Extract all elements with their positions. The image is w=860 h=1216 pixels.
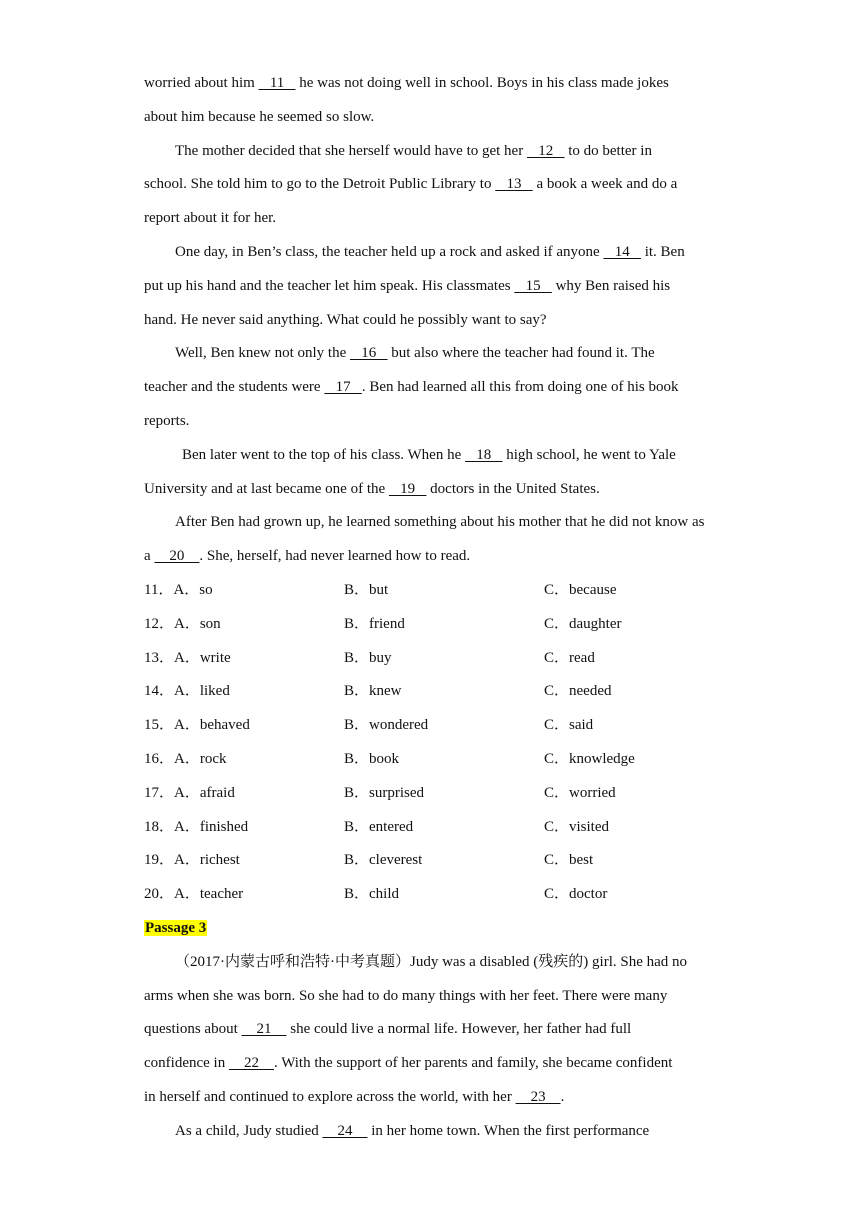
option-15-c: C．said bbox=[544, 717, 594, 733]
option-18-a: 18．A．finished bbox=[144, 819, 249, 835]
blank-19: 19 bbox=[388, 481, 427, 497]
option-19-b: B．cleverest bbox=[344, 852, 423, 868]
text-line: confidence in 22 . With the support of her parents and family, she became confident bbox=[144, 1055, 673, 1071]
option-15-b: B．wondered bbox=[344, 717, 429, 733]
option-19-a: 19．A．richest bbox=[144, 852, 240, 868]
text-line: reports. bbox=[144, 413, 190, 429]
text-line: University and at last became one of the 19 doctors in the United States. bbox=[144, 481, 600, 497]
text-line: As a child, Judy studied 24 in her home town. When the first performance bbox=[175, 1123, 650, 1139]
text-line: After Ben had grown up, he learned something about his mother that he did not know as bbox=[175, 514, 705, 530]
option-12-c: C．daughter bbox=[544, 616, 622, 632]
option-12-b: B．friend bbox=[344, 616, 405, 632]
text-line: about him because he seemed so slow. bbox=[144, 109, 375, 125]
passage-heading: Passage 3 bbox=[145, 920, 207, 936]
text-line: a 20 . She, herself, had never learned how to read. bbox=[144, 548, 471, 564]
blank-20: 20 bbox=[154, 548, 200, 564]
blank-15: 15 bbox=[514, 278, 552, 294]
text-line: worried about him 11 he was not doing well in school. Boys in his class made jokes bbox=[144, 75, 669, 91]
option-18-b: B．entered bbox=[344, 819, 414, 835]
option-16-a: 16．A．rock bbox=[144, 751, 227, 767]
option-11-a: 11．A．so bbox=[144, 582, 213, 598]
text-line: hand. He never said anything. What could he possibly want to say? bbox=[144, 312, 547, 328]
option-18-c: C．visited bbox=[544, 819, 610, 835]
option-12-a: 12．A．son bbox=[144, 616, 221, 632]
option-16-c: C．knowledge bbox=[544, 751, 635, 767]
option-13-c: C．read bbox=[544, 650, 595, 666]
text-line: teacher and the students were 17 . Ben had learned all this from doing one of his book bbox=[144, 379, 679, 395]
blank-17: 17 bbox=[324, 379, 362, 395]
option-17-c: C．worried bbox=[544, 785, 616, 801]
text-line: in herself and continued to explore across the world, with her 23 . bbox=[144, 1089, 565, 1105]
blank-16: 16 bbox=[350, 345, 388, 361]
option-16-b: B．book bbox=[344, 751, 400, 767]
text-line: Ben later went to the top of his class. When he 18 high school, he went to Yale bbox=[182, 447, 676, 463]
text-line: One day, in Ben’s class, the teacher held up a rock and asked if anyone 14 it. Ben bbox=[175, 244, 685, 260]
blank-22: 22 bbox=[228, 1055, 274, 1071]
blank-13: 13 bbox=[495, 176, 533, 192]
blank-21: 21 bbox=[241, 1021, 287, 1037]
option-19-c: C．best bbox=[544, 852, 594, 868]
option-20-c: C．doctor bbox=[544, 886, 608, 902]
blank-12: 12 bbox=[526, 143, 565, 159]
text-line: Well, Ben knew not only the 16 but also where the teacher had found it. The bbox=[175, 345, 655, 361]
option-13-b: B．buy bbox=[344, 650, 392, 666]
option-11-b: B．but bbox=[344, 582, 389, 598]
option-15-a: 15．A．behaved bbox=[144, 717, 250, 733]
text-line: report about it for her. bbox=[144, 210, 277, 226]
blank-18: 18 bbox=[465, 447, 503, 463]
text-line: The mother decided that she herself would have to get her 12 to do better in bbox=[175, 143, 652, 159]
option-14-b: B．knew bbox=[344, 683, 402, 699]
option-11-c: C．because bbox=[544, 582, 617, 598]
text-line: arms when she was born. So she had to do many things with her feet. There were many bbox=[144, 988, 668, 1004]
blank-24: 24 bbox=[322, 1123, 368, 1139]
text-line: questions about 21 she could live a normal life. However, her father had full bbox=[144, 1021, 632, 1037]
text-line: put up his hand and the teacher let him speak. His classmates 15 why Ben raised his bbox=[144, 278, 671, 294]
option-13-a: 13．A．write bbox=[144, 650, 231, 666]
blank-14: 14 bbox=[603, 244, 641, 260]
option-14-a: 14．A．liked bbox=[144, 683, 230, 699]
option-20-b: B．child bbox=[344, 886, 399, 902]
option-17-a: 17．A．afraid bbox=[144, 785, 235, 801]
blank-11: 11 bbox=[258, 75, 296, 91]
section-heading bbox=[144, 918, 207, 938]
text-line: school. She told him to go to the Detroit Public Library to 13 a book a week and do a bbox=[144, 176, 678, 192]
blank-23: 23 bbox=[515, 1089, 561, 1105]
option-14-c: C．needed bbox=[544, 683, 612, 699]
option-20-a: 20．A．teacher bbox=[144, 886, 244, 902]
option-17-b: B．surprised bbox=[344, 785, 424, 801]
text-line: （2017·内蒙古呼和浩特·中考真题）Judy was a disabled (残疾的) girl. She had no bbox=[175, 954, 688, 970]
